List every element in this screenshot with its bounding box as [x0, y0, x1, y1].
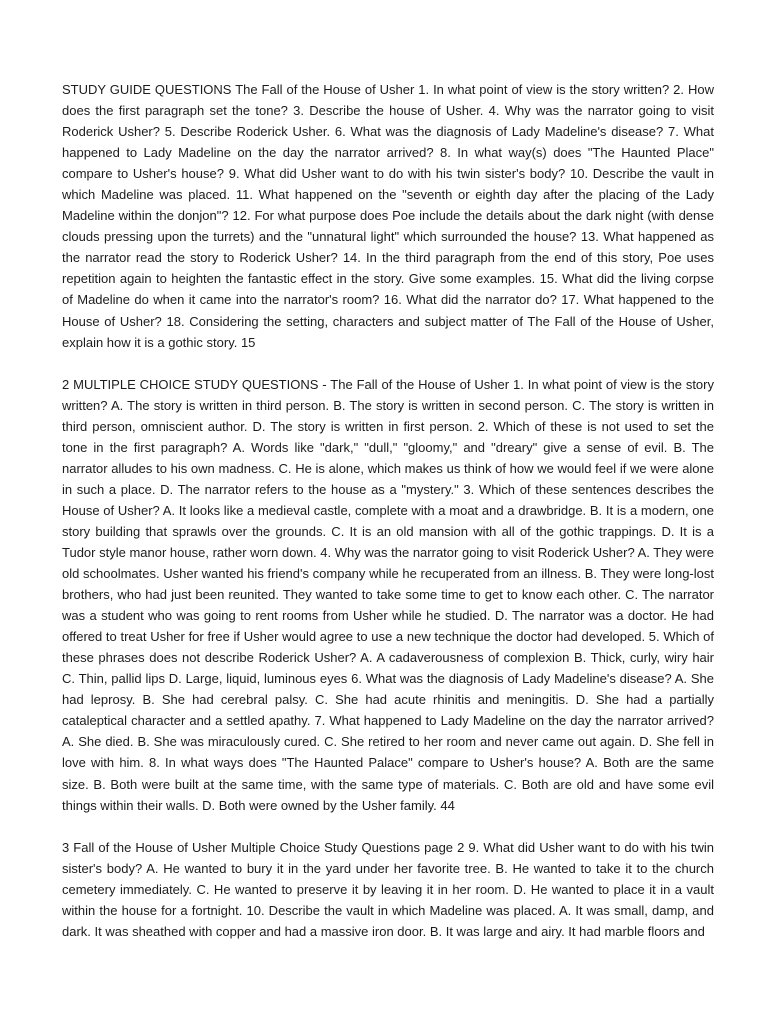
- multiple-choice-questions-paragraph: 2 MULTIPLE CHOICE STUDY QUESTIONS - The Fall of the House of Usher 1. In what point of view is the story written? A. The story is written in third person. B. The story is written in second person. C. The story is written in third person, omniscient author. D. The story is written in first person. 2. Which of these is not used to set the tone in the first paragraph? A. Words like "dark," "dull," "gloomy," and "dreary" give a sense of evil. B. The narrator alludes to his own madness. C. He is alone, which makes us think of how we would feel if we were alone in such a place. D. The narrator refers to the house as a "mystery." 3. Which of these sentences describes the House of Usher? A. It looks like a medieval castle, complete with a moat and a drawbridge. B. It is a modern, one story building that sprawls over the grounds. C. It is an old mansion with all of the gothic trappings. D. It is a Tudor style manor house, rather worn down. 4. Why was the narrator going to visit Roderick Usher? A. They were old schoolmates. Usher wanted his friend's company while he recuperated from an illness. B. They were long-lost brothers, who had just been reunited. They wanted to take some time to get to know each other. C. The narrator was a student who was going to rent rooms from Usher while he studied. D. The narrator was a doctor. He had offered to treat Usher for free if Usher would agree to use a new technique the doctor had developed. 5. Which of these phrases does not describe Roderick Usher? A. A cadaverousness of complexion B. Thick, curly, wiry hair C. Thin, pallid lips D. Large, liquid, luminous eyes 6. What was the diagnosis of Lady Madeline's disease? A. She had leprosy. B. She had cerebral palsy. C. She had acute rhinitis and meningitis. D. She had a partially cataleptical character and a settled apathy. 7. What happened to Lady Madeline on the day the narrator arrived? A. She died. B. She was miraculously cured. C. She retired to her room and never came out again. D. She fell in love with him. 8. In what ways does "The Haunted Palace" compare to Usher's house? A. Both are the same size. B. Both were built at the same time, with the same type of materials. C. Both are old and have some evil things within their walls. D. Both were owned by the Usher family. 44: [62, 376, 714, 813]
- multiple-choice-questions-page-2-paragraph: 3 Fall of the House of Usher Multiple Choice Study Questions page 2 9. What did Usher want to do with his twin sister's body? A. He wanted to bury it in the yard under her favorite tree. B. He wanted to take it to the church cemetery immediately. C. He wanted to preserve it by leaving it in her room. D. He wanted to place it in a vault within the house for a fortnight. 10. Describe the vault in which Madeline was placed. A. It was small, damp, and dark. It was sheathed with copper and had a massive iron door. B. It was large and airy. It had marble floors and: [62, 839, 714, 939]
- study-guide-questions-paragraph: STUDY GUIDE QUESTIONS The Fall of the House of Usher 1. In what point of view is the story written? 2. How does the first paragraph set the tone? 3. Describe the house of Usher. 4. Why was the narrator going to visit Roderick Usher? 5. Describe Roderick Usher. 6. What was the diagnosis of Lady Madeline's disease? 7. What happened to Lady Madeline on the day the narrator arrived? 8. In what way(s) does "The Haunted Place" compare to Usher's house? 9. What did Usher want to do with his twin sister's body? 10. Describe the vault in which Madeline was placed. 11. What happened on the "seventh or eighth day after the placing of the Lady Madeline within the donjon"? 12. For what purpose does Poe include the details about the dark night (with dense clouds pressing upon the turrets) and the "unnatural light" which surrounded the house? 13. What happened as the narrator read the story to Roderick Usher? 14. In the third paragraph from the end of this story, Poe uses repetition again to heighten the fantastic effect in the story. Give some examples. 15. What did the living corpse of Madeline do when it came into the narrator's room? 16. What did the narrator do? 17. What happened to the House of Usher? 18. Considering the setting, characters and subject matter of The Fall of the House of Usher, explain how it is a gothic story. 15: [62, 82, 714, 350]
- document-page: [62, 79, 714, 963]
